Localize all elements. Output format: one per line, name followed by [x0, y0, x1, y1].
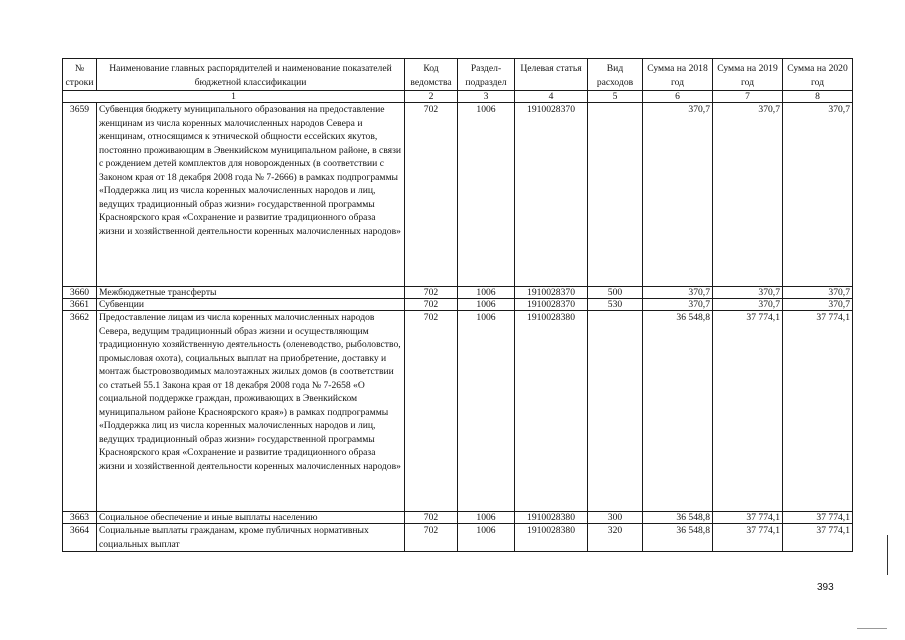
- row-department-code: 702: [405, 103, 458, 287]
- row-target-article: 1910028380: [515, 524, 588, 552]
- row-sum-2018: 36 548,8: [643, 524, 713, 552]
- col-header-target-article: Целевая статья: [515, 59, 588, 91]
- row-name: Предоставление лицам из числа коренных малочисленных народов Севера, ведущим традиционный образ жизни и осуществляющим традиционную хозяйственную деятельность (оленеводство, рыболовство, промысловая охота), социальных выплат на приобретение, доставку и монтаж быстровозводимых малоэтажных жилых домов (в соответствии со статьей 55.1 Закона края от 18 декабря 2008 года № 7-2658 «О социальной поддержке граждан, проживающих в Эвенкийском муниципальном районе Красноярского края») в рамках подпрограммы «Поддержка лиц из числа коренных малочисленных народов и лиц, ведущих традиционный образ жизни» государственной программы Красноярского края «Сохранение и развитие традиционного образа жизни и хозяйственной деятельности коренных малочисленных народов»: [97, 311, 405, 512]
- column-number: 1: [63, 91, 405, 103]
- row-department-code: 702: [405, 299, 458, 311]
- col-header-sum-2019: Сумма на 2019 год: [713, 59, 783, 91]
- row-number: 3662: [63, 311, 97, 512]
- col-header-number: № строки: [63, 59, 97, 91]
- column-number: 7: [713, 91, 783, 103]
- col-header-expense-type: Вид расходов: [588, 59, 643, 91]
- row-sum-2019: 370,7: [713, 299, 783, 311]
- column-number: 6: [643, 91, 713, 103]
- row-number: 3661: [63, 299, 97, 311]
- row-sum-2020: 37 774,1: [783, 512, 853, 524]
- row-sum-2018: 36 548,8: [643, 512, 713, 524]
- row-sum-2020: 370,7: [783, 103, 853, 287]
- row-section: 1006: [458, 524, 515, 552]
- column-number: 3: [458, 91, 515, 103]
- row-name: Субвенции: [97, 299, 405, 311]
- row-sum-2020: 370,7: [783, 299, 853, 311]
- column-number: 5: [588, 91, 643, 103]
- row-sum-2018: 370,7: [643, 287, 713, 299]
- row-number: 3660: [63, 287, 97, 299]
- row-name: Социальные выплаты гражданам, кроме публичных нормативных социальных выплат: [97, 524, 405, 552]
- row-number: 3663: [63, 512, 97, 524]
- budget-table: [62, 58, 853, 552]
- table-row: [63, 512, 853, 524]
- row-sum-2019: 370,7: [713, 287, 783, 299]
- row-sum-2018: 370,7: [643, 103, 713, 287]
- row-expense-type: 530: [588, 299, 643, 311]
- column-number: 4: [515, 91, 588, 103]
- row-name: Субвенция бюджету муниципального образования на предоставление женщинам из числа коренных малочисленных народов Севера и женщинам, относящимся к этнической общности ессейских якутов, постоянно проживающим в Эвенкийском муниципальном районе, в связи с рождением детей комплектов для новорожденных (в соответствии с Законом края от 18 декабря 2008 года № 7-2666) в рамках подпрограммы «Поддержка лиц из числа коренных малочисленных народов и лиц, ведущих традиционный образ жизни» государственной программы Красноярского края «Сохранение и развитие традиционного образа жизни и хозяйственной деятельности коренных малочисленных народов»: [97, 103, 405, 287]
- row-department-code: 702: [405, 287, 458, 299]
- row-department-code: 702: [405, 524, 458, 552]
- row-expense-type: 300: [588, 512, 643, 524]
- column-number: 2: [405, 91, 458, 103]
- scan-mark: [857, 628, 887, 629]
- col-header-department-code: Код ведомства: [405, 59, 458, 91]
- col-header-name: Наименование главных распорядителей и наименование показателей бюджетной классификации: [97, 59, 405, 91]
- row-sum-2019: 370,7: [713, 103, 783, 287]
- row-expense-type: 320: [588, 524, 643, 552]
- table-row: [63, 299, 853, 311]
- row-expense-type: [588, 311, 643, 512]
- row-department-code: 702: [405, 512, 458, 524]
- row-target-article: 1910028370: [515, 299, 588, 311]
- col-header-sum-2020: Сумма на 2020 год: [783, 59, 853, 91]
- header-row: [63, 59, 853, 91]
- row-target-article: 1910028380: [515, 512, 588, 524]
- row-number: 3664: [63, 524, 97, 552]
- row-sum-2020: 37 774,1: [783, 311, 853, 512]
- row-target-article: 1910028370: [515, 287, 588, 299]
- row-sum-2019: 37 774,1: [713, 311, 783, 512]
- row-name: Социальное обеспечение и иные выплаты населению: [97, 512, 405, 524]
- page-number: 393: [817, 582, 834, 593]
- table-row: [63, 103, 853, 287]
- row-sum-2020: 370,7: [783, 287, 853, 299]
- row-target-article: 1910028370: [515, 103, 588, 287]
- row-expense-type: [588, 103, 643, 287]
- table-row: [63, 311, 853, 512]
- row-expense-type: 500: [588, 287, 643, 299]
- scan-mark: [887, 535, 888, 575]
- table-row: [63, 524, 853, 552]
- row-target-article: 1910028380: [515, 311, 588, 512]
- row-sum-2019: 37 774,1: [713, 512, 783, 524]
- row-department-code: 702: [405, 311, 458, 512]
- row-section: 1006: [458, 299, 515, 311]
- col-header-section: Раздел-подраздел: [458, 59, 515, 91]
- row-section: 1006: [458, 512, 515, 524]
- row-number: 3659: [63, 103, 97, 287]
- row-sum-2019: 37 774,1: [713, 524, 783, 552]
- row-sum-2018: 370,7: [643, 299, 713, 311]
- table-row: [63, 287, 853, 299]
- col-header-sum-2018: Сумма на 2018 год: [643, 59, 713, 91]
- row-sum-2018: 36 548,8: [643, 311, 713, 512]
- column-number: 8: [783, 91, 853, 103]
- row-sum-2020: 37 774,1: [783, 524, 853, 552]
- row-name: Межбюджетные трансферты: [97, 287, 405, 299]
- row-section: 1006: [458, 103, 515, 287]
- column-number-row: [63, 91, 853, 103]
- row-section: 1006: [458, 287, 515, 299]
- row-section: 1006: [458, 311, 515, 512]
